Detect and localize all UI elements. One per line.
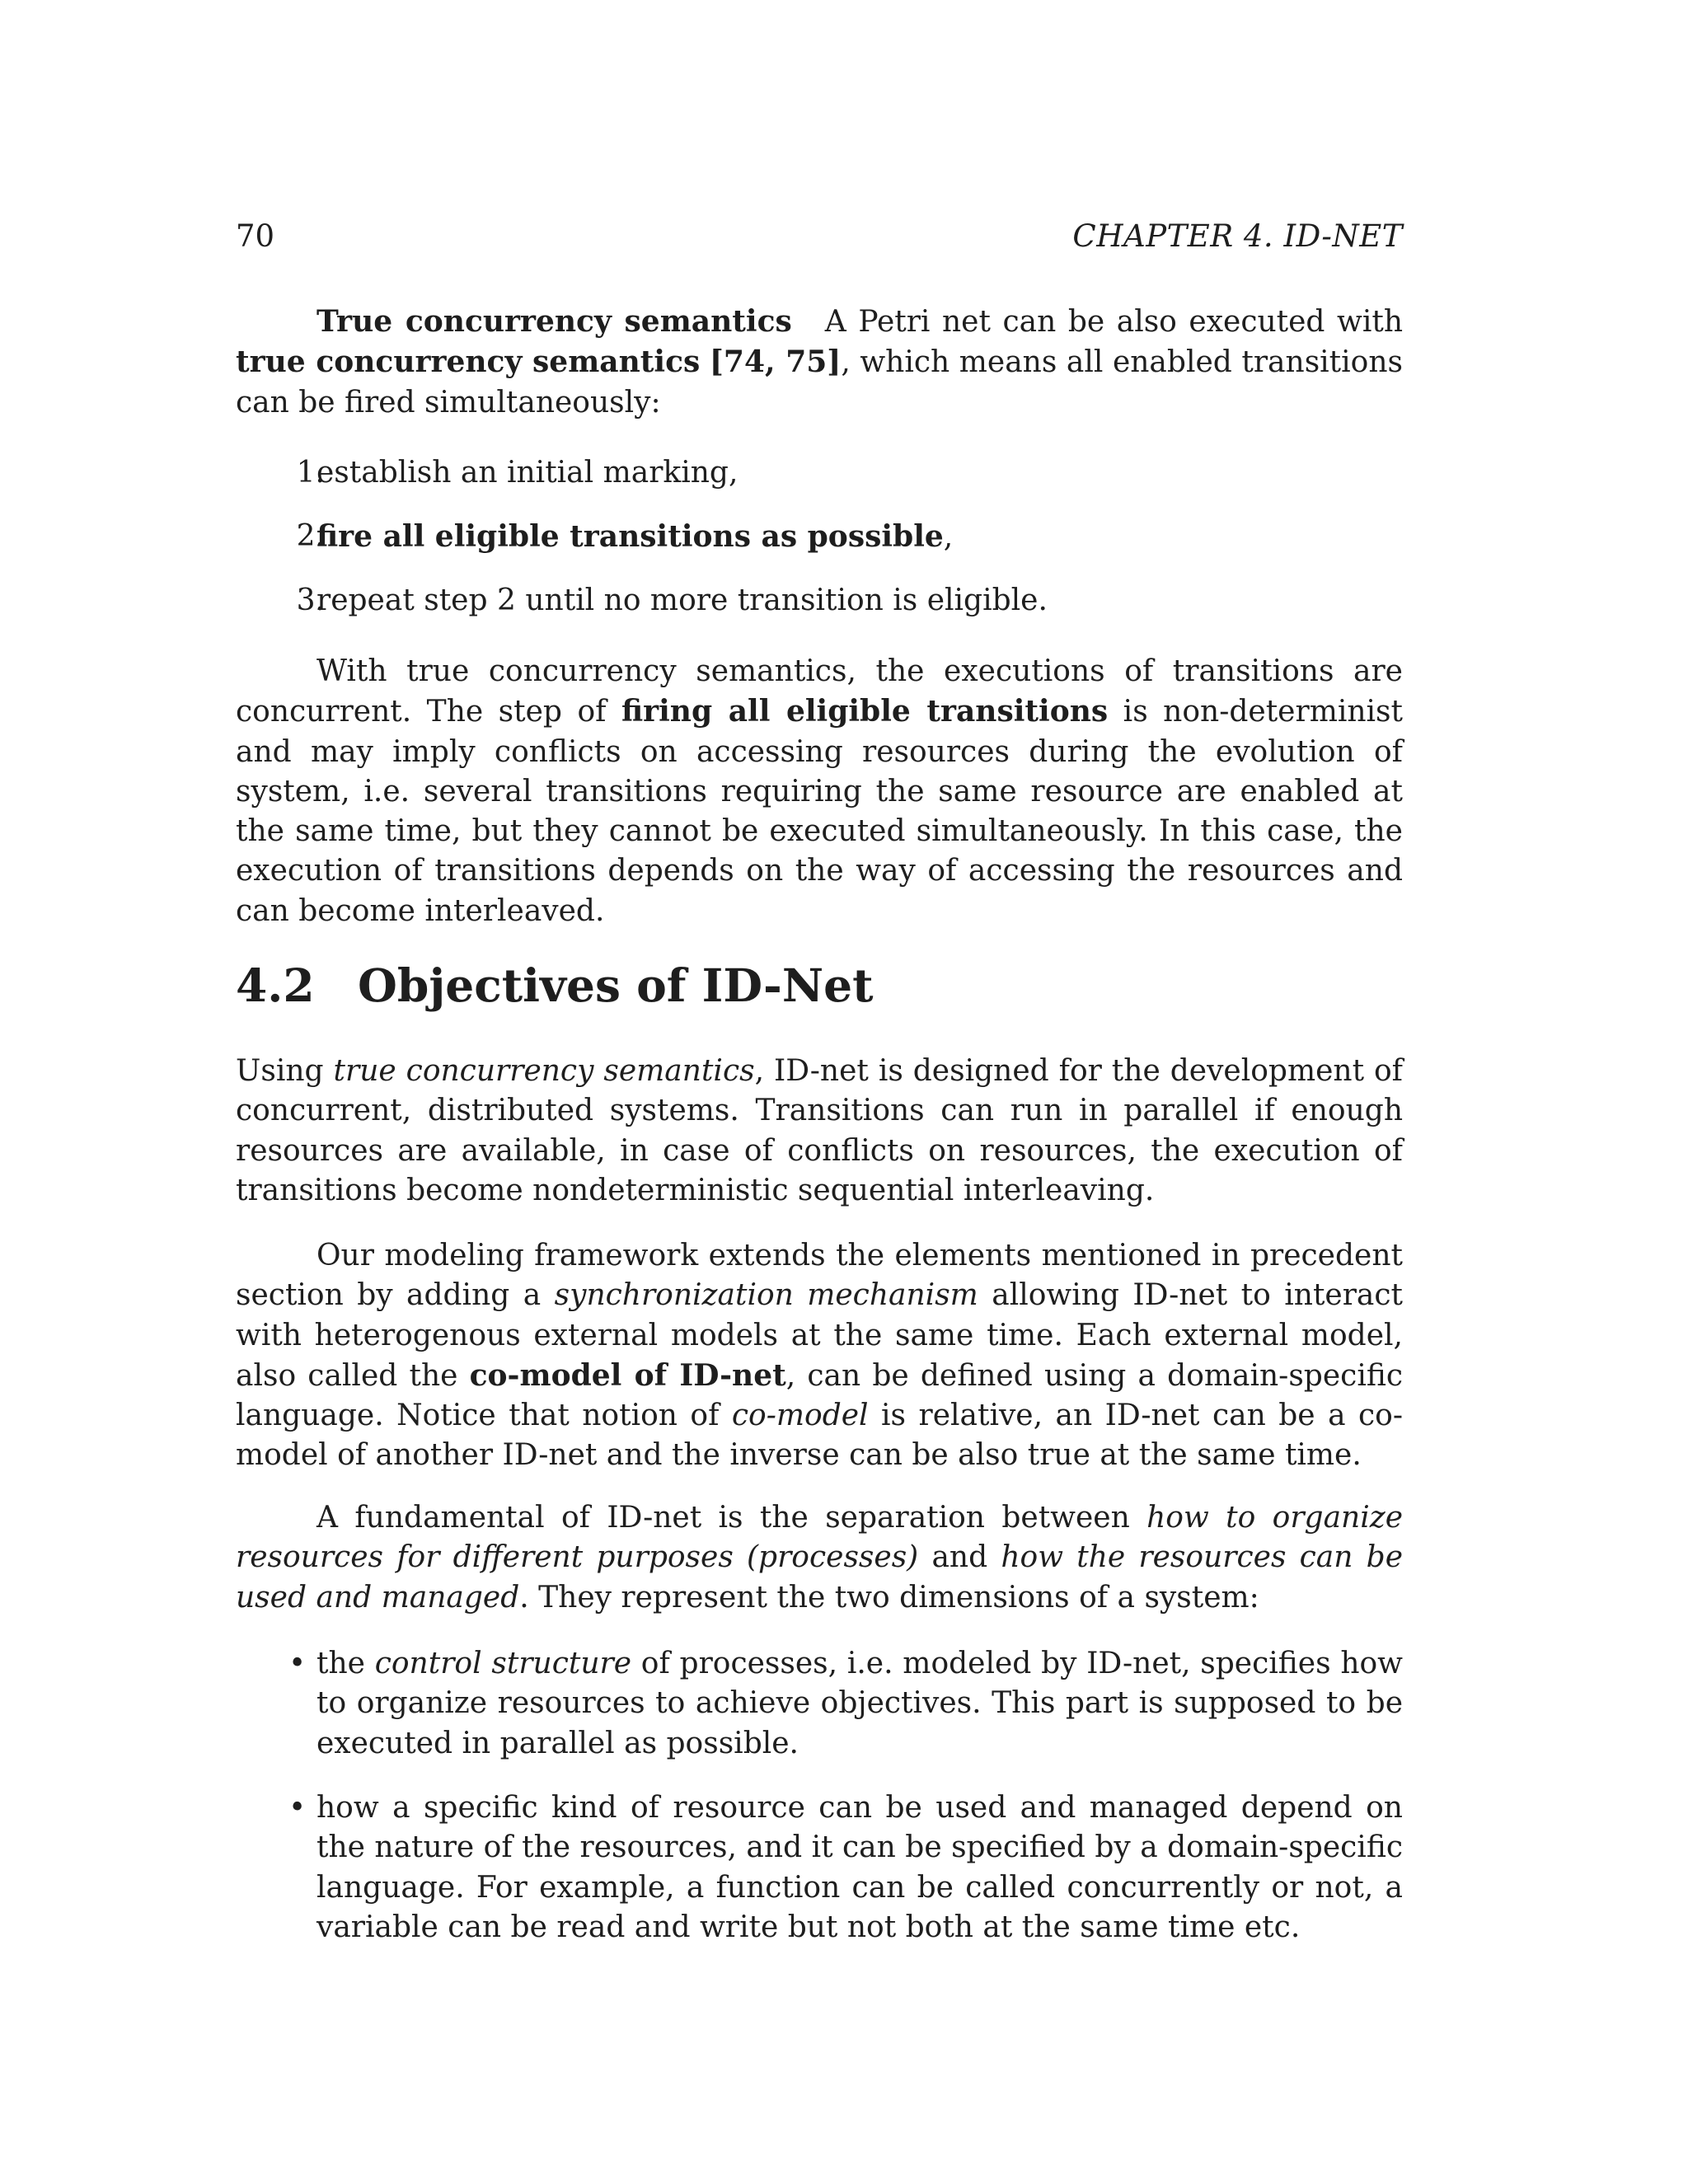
page-number: 70 bbox=[236, 218, 275, 254]
section-title: Objectives of ID-Net bbox=[358, 958, 874, 1012]
document-page: 70 CHAPTER 4. ID-NET True concurrency semantics A Petri net can be also executed with true concurrency semantics [74, 75], which means all enabled transitions can be fired simultaneously: 1. establish an initial marking, 2. fire all eligible transitions as possible, 3. repeat step 2 until no more transition is eligible. With true concurrency semantics, the executions of transitions are concurrent. The step of firing all eligible transitions is non-determinist and may imply conflicts on accessing resources during the evolution of system, i.e. several transitions requiring the same resource are enabled at the same time, but they cannot be executed simultaneously. In this case, the execution of transitions depends on the way of accessing the resources and can become interleaved. 4.2 Objectives of ID-Net Using true concurrency semantics, ID-net is designed for the development of concurrent, distributed systems. Transitions can run in parallel if enough resources are available, in case of conflicts on resources, the execution of transitions become nondeterministic sequential interleaving. Our modeling framework extends the elements mentioned in precedent section by adding a synchronization mechanism allowing ID-net to interact with heterogenous external models at the same time. Each external model, also called the co-model of ID-net, can be defined using a domain-specific language. Notice that notion of co-model is relative, an ID-net can be a co-model of another ID-net and the inverse can be also true at the same time. A fundamental of ID-net is the separation between how to organize resources for different purposes (processes) and how the resources can be used and managed. They represent the two dimensions of a system: • the control structure of processes, i.e. modeled by ID-net, specifies how to organize resources to achieve objectives. This part is supposed to be executed in parallel as possible. • how a specific kind of resource can be used and managed depend on the nature of the resources, and it can be specified by a domain-specific language. For example, a function can be called concurrently or not, a variable can be read and write but not both at the same time etc. bbox=[0, 0, 1688, 2184]
citation: [74, 75] bbox=[709, 344, 842, 380]
paragraph-modeling-framework: Our modeling framework extends the elements mentioned in precedent section by adding a synchronization mechanism allowing ID-net to interact with heterogenous external models at the same time. Each external model, also called the co-model of ID-net, can be defined using a domain-specific language. Notice that notion of co-model is relative, an ID-net can be a co-model of another ID-net and the inverse can be also true at the same time. bbox=[236, 1239, 1404, 1473]
paragraph-using: Using true concurrency semantics, ID-net is designed for the development of concurrent, distributed systems. Transitions can run in parallel if enough resources are available, in case of conflicts on resources, the execution of transitions become nondeterministic sequential interleaving. bbox=[236, 1054, 1403, 1207]
section-number: 4.2 bbox=[236, 958, 315, 1012]
running-header bbox=[236, 216, 1403, 257]
paragraph-fundamental: A fundamental of ID-net is the separation between how to organize resources for different purposes (processes) and how the resources can be used and managed. They represent the two dimensions of a system: bbox=[236, 1501, 1404, 1615]
paragraph-true-concurrency: True concurrency semantics A Petri net can be also executed with true concurrency semantics [74, 75], which means all enabled transitions can be fired simultaneously: bbox=[236, 304, 1404, 419]
bullet-icon: • bbox=[288, 1791, 307, 1825]
bullet-icon: • bbox=[288, 1647, 307, 1680]
run-in-heading: True concurrency semantics bbox=[316, 304, 792, 339]
chapter-title: CHAPTER 4. ID-NET bbox=[1072, 218, 1403, 254]
section-heading bbox=[236, 956, 874, 1015]
paragraph-with-true-concurrency: With true concurrency semantics, the executions of transitions are concurrent. The step of firing all eligible transitions is non-determinist and may imply conflicts on accessing resources during the evolution of system, i.e. several transitions requiring the same resource are enabled at the same time, but they cannot be executed simultaneously. In this case, the execution of transitions depends on the way of accessing the resources and can become interleaved. bbox=[236, 654, 1403, 928]
